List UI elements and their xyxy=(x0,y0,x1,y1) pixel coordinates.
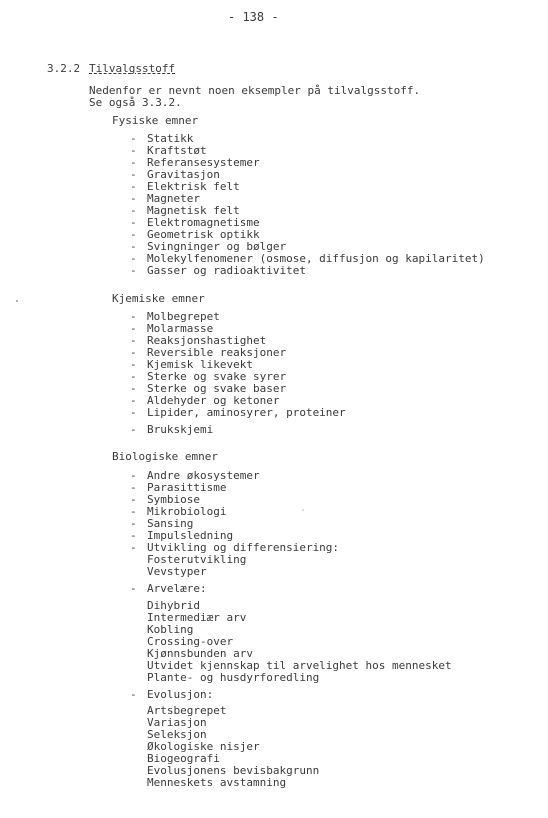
section-title: Tilvalgsstoff xyxy=(89,62,176,75)
list-item: - Elektromagnetisme xyxy=(130,216,260,229)
sub-item: Seleksjon xyxy=(147,728,207,741)
sub-item: Vevstyper xyxy=(147,565,207,578)
section-number: 3.2.2 xyxy=(47,62,81,75)
sub-item: Økologiske nisjer xyxy=(147,740,260,753)
sub-item: Artsbegrepet xyxy=(147,704,227,717)
heading-biologiske: Biologiske emner xyxy=(112,450,218,463)
list-item: - Andre økosystemer xyxy=(130,469,260,482)
list-item: - Mikrobiologi xyxy=(130,505,227,518)
list-item: - Gasser og radioaktivitet xyxy=(130,264,306,277)
sub-item: Menneskets avstamning xyxy=(147,776,287,789)
list-item: - Utvikling og differensiering: xyxy=(130,541,340,554)
intro-line-1: Nedenfor er nevnt noen eksempler på tilvalgsstoff. xyxy=(89,84,421,97)
scan-speck xyxy=(302,509,304,511)
sub-item: Biogeografi xyxy=(147,752,220,765)
list-item: - Lipider, aminosyrer, proteiner xyxy=(130,406,346,419)
sub-item: Plante- og husdyrforedling xyxy=(147,671,320,684)
list-item: - Symbiose xyxy=(130,493,200,506)
list-item: - Brukskjemi xyxy=(130,423,214,436)
list-item: - Geometrisk optikk xyxy=(130,228,260,241)
list-item: - Referansesystemer xyxy=(130,156,260,169)
list-item: - Elektrisk felt xyxy=(130,180,240,193)
list-item: - Reaksjonshastighet xyxy=(130,334,267,347)
list-item: - Molarmasse xyxy=(130,322,214,335)
sub-item: Evolusjonens bevisbakgrunn xyxy=(147,764,320,777)
sub-item: Dihybrid xyxy=(147,599,200,612)
sub-item: Kobling xyxy=(147,623,194,636)
sub-item: Utvidet kjennskap til arvelighet hos mennesket xyxy=(147,659,452,672)
list-item: - Magnetisk felt xyxy=(130,204,240,217)
list-item: - Molbegrepet xyxy=(130,310,220,323)
list-item: - Impulsledning xyxy=(130,529,234,542)
list-item: - Reversible reaksjoner xyxy=(130,346,287,359)
sub-item: Kjønnsbunden arv xyxy=(147,647,253,660)
list-item: - Parasittisme xyxy=(130,481,227,494)
scan-speck xyxy=(16,300,18,302)
heading-fysiske: Fysiske emner xyxy=(112,114,199,127)
list-item: - Kjemisk likevekt xyxy=(130,358,253,371)
intro-line-2: Se også 3.3.2. xyxy=(89,96,182,109)
list-item: - Statikk xyxy=(130,132,194,145)
list-item: - Sterke og svake syrer xyxy=(130,370,287,383)
list-item-evolusjon: - Evolusjon: xyxy=(130,688,214,701)
list-item: - Sterke og svake baser xyxy=(130,382,287,395)
list-item: - Gravitasjon xyxy=(130,168,220,181)
list-item: - Molekylfenomener (osmose, diffusjon og kapilaritet) xyxy=(130,252,485,265)
list-item: - Sansing xyxy=(130,517,194,530)
list-item: - Magneter xyxy=(130,192,200,205)
list-item: - Svingninger og bølger xyxy=(130,240,287,253)
sub-item: Variasjon xyxy=(147,716,207,729)
page-number: - 138 - xyxy=(228,10,279,24)
list-item-arvelaere: - Arvelære: xyxy=(130,582,207,595)
list-item: - Aldehyder og ketoner xyxy=(130,394,280,407)
heading-kjemiske: Kjemiske emner xyxy=(112,292,205,305)
sub-item: Crossing-over xyxy=(147,635,234,648)
sub-item: Intermediær arv xyxy=(147,611,247,624)
sub-item: Fosterutvikling xyxy=(147,553,247,566)
list-item: - Kraftstøt xyxy=(130,144,207,157)
